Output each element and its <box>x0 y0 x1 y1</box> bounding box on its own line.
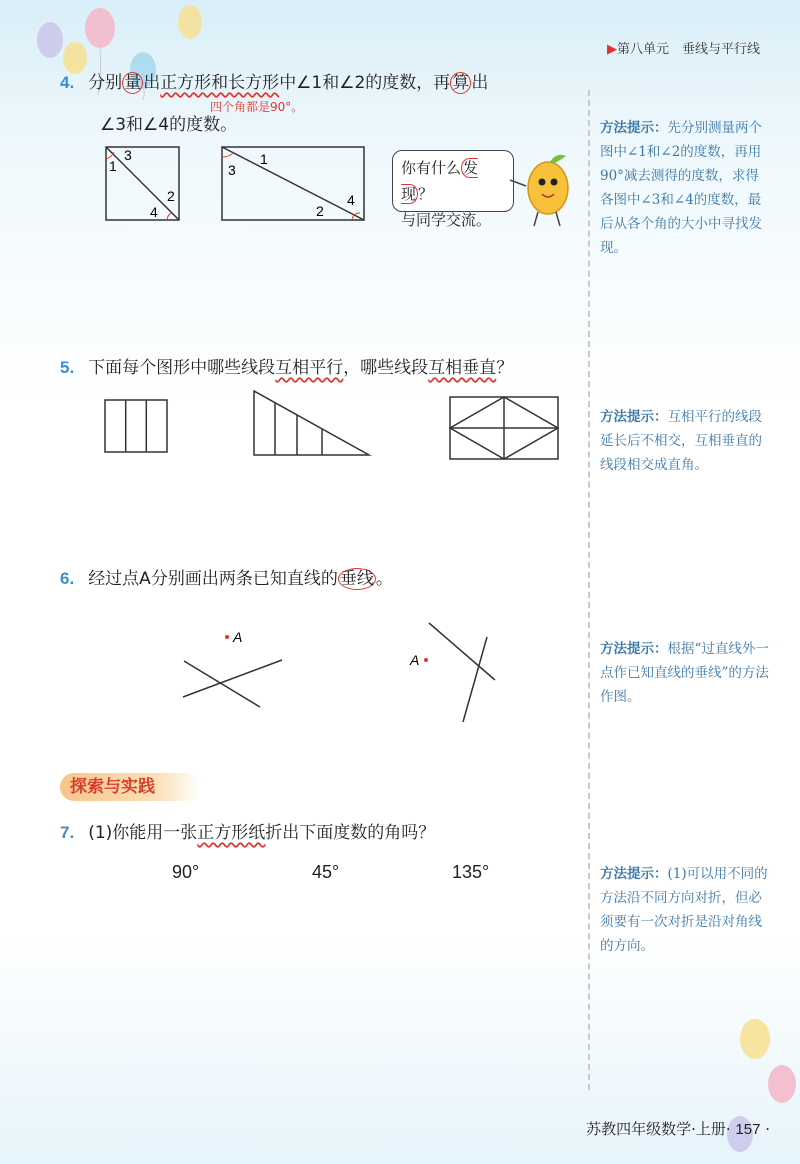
question-number: 5. <box>60 358 75 377</box>
q5-underlined-perpendicular: 互相垂直 <box>428 358 497 378</box>
tip-body: (1)可以用不同的方法沿不同方向对折，但必须要有一次对折是沿对角线的方向。 <box>600 866 768 954</box>
crossing-lines-figure-2 <box>405 615 505 725</box>
angle-label-1: 1 <box>260 151 268 167</box>
q5-underlined-parallel: 互相平行 <box>275 358 344 378</box>
triangle-icon: ▶ <box>606 42 617 57</box>
tip-body: 先分别测量两个图中∠1和∠2的度数，再用90°减去测得的度数，求得各图中∠3和∠4的度数，最后从各个角的大小中寻找发现。 <box>600 120 762 256</box>
q7-underlined-square-paper: 正方形纸 <box>197 823 266 843</box>
book-title: 苏教四年级数学·上册· <box>586 1120 731 1138</box>
method-tip-4 <box>600 862 770 958</box>
tip-body: 互相平行的线段延长后不相交，互相垂直的线段相交成直角。 <box>600 409 762 473</box>
chapter-title: 第八单元 垂线与平行线 <box>616 42 760 57</box>
tip-title: 方法提示： <box>600 866 668 882</box>
angle-label-1: 1 <box>109 158 117 174</box>
angle-label-2: 2 <box>316 203 324 219</box>
angle-label-3: 3 <box>124 147 132 163</box>
mango-mascot-icon <box>508 150 588 230</box>
tip-body: 根据“过直线外一点作已知直线的垂线”的方法作图。 <box>600 641 769 705</box>
question-4-line2: ∠3和∠4的度数。 <box>100 115 238 135</box>
q4-circled-calculate: 算 <box>452 73 470 93</box>
q5-text: ？ <box>496 358 514 378</box>
question-number: 6. <box>60 569 75 588</box>
degree-135: 135° <box>452 862 490 882</box>
point-a-marker <box>225 635 229 639</box>
bubble-text: 你有什么 <box>401 159 462 177</box>
tip-title: 方法提示： <box>600 409 668 425</box>
point-a-label: A <box>233 629 243 645</box>
degree-45: 45° <box>312 862 340 882</box>
bubble-line-2: 与同学交流。 <box>401 211 492 229</box>
q4-circled-measure: 量 <box>124 73 142 93</box>
q5-text: 下面每个图形中哪些线段 <box>88 358 276 378</box>
square-figure <box>100 143 185 225</box>
q4-text: 出 <box>143 73 161 93</box>
q4-text: 中∠1和∠2的度数，再 <box>279 73 451 93</box>
bubble-text: ？ <box>418 185 434 203</box>
angle-label-2: 2 <box>167 188 175 204</box>
crossing-lines-figure-1 <box>180 625 290 715</box>
bubble-line-1 <box>401 155 505 207</box>
q7-text: 折出下面度数的角吗？ <box>265 823 436 843</box>
method-tip-1 <box>600 116 770 260</box>
tip-title: 方法提示： <box>600 120 668 136</box>
question-5 <box>60 355 590 381</box>
rectangle-rhombus-figure <box>445 392 563 464</box>
q5-text: ，哪些线段 <box>343 358 429 378</box>
angle-label-4: 4 <box>150 204 158 220</box>
explore-practice-banner: 探索与实践 <box>60 773 200 801</box>
q4-underlined-shapes: 正方形和长方形 <box>160 73 280 93</box>
q6-circled-perpendicular: 垂线 <box>339 569 374 589</box>
question-6 <box>60 566 590 592</box>
rectangle-figure <box>218 143 368 225</box>
point-a-marker <box>424 658 428 662</box>
question-number: 7. <box>60 823 75 842</box>
three-column-rectangle-figure <box>100 395 172 457</box>
point-a-label: A <box>410 652 420 668</box>
handwritten-note: 四个角都是90°。 <box>210 100 304 114</box>
question-7 <box>60 820 590 846</box>
method-tip-3 <box>600 637 770 709</box>
speech-bubble <box>392 150 514 229</box>
q4-text: 出 <box>471 73 489 93</box>
method-tip-2 <box>600 405 770 477</box>
tip-title: 方法提示： <box>600 641 668 657</box>
q7-text: (1)你能用一张 <box>88 823 198 843</box>
bubble-circled-discover: 发现 <box>401 159 479 203</box>
degree-90: 90° <box>172 862 200 882</box>
page-number: 157 <box>735 1121 761 1138</box>
angle-label-4: 4 <box>347 192 355 208</box>
page-footer <box>586 1118 770 1139</box>
right-triangle-figure <box>248 387 374 459</box>
q6-text: 经过点A分别画出两条已知直线的 <box>88 569 338 589</box>
question-number: 4. <box>60 73 75 92</box>
footer-dot: · <box>765 1120 770 1138</box>
question-4 <box>60 70 590 96</box>
angle-label-3: 3 <box>228 162 236 178</box>
chapter-header <box>607 38 760 57</box>
q6-text: 。 <box>375 569 393 589</box>
q4-text: 分别 <box>88 73 123 93</box>
